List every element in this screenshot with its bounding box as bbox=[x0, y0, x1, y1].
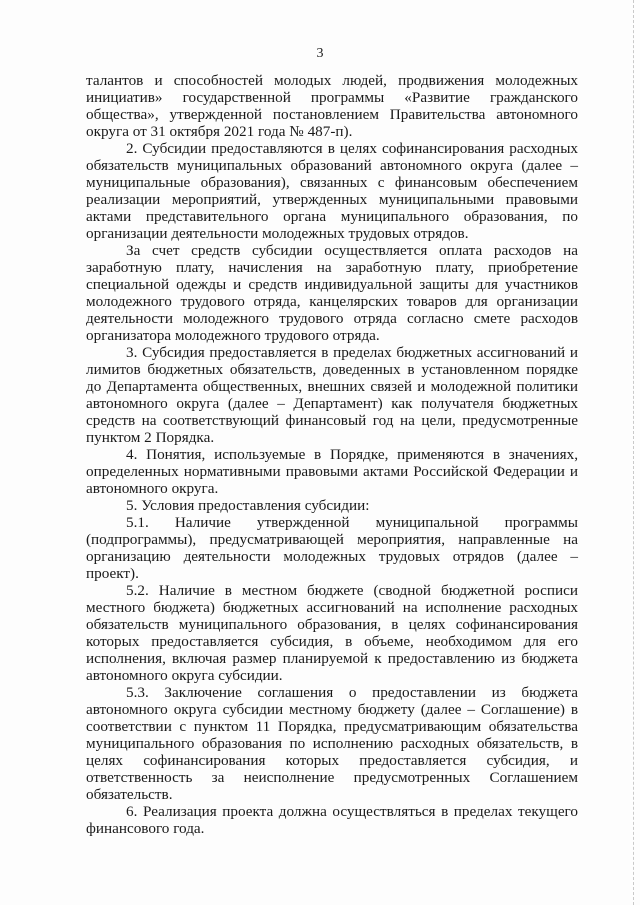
paragraph-3: 3. Субсидия предоставляется в пределах бюджетных ассигнований и лимитов бюджетных обязательств, доведенных в установленном порядке до Департамента общественных, внешних связей и молодежной политики автономного округа (далее – Департамент) как получателя бюджетных средств на соответствующий финансовый год на цели, предусмотренные пунктом 2 Порядка. bbox=[86, 344, 578, 446]
paragraph-4: 4. Понятия, используемые в Порядке, применяются в значениях, определенных нормативными правовыми актами Российской Федерации и автономного округа. bbox=[86, 446, 578, 497]
paragraph-6: 6. Реализация проекта должна осуществляться в пределах текущего финансового года. bbox=[86, 803, 578, 837]
document-body bbox=[86, 72, 578, 837]
paragraph-5-1: 5.1. Наличие утвержденной муниципальной программы (подпрограммы), предусматривающей мероприятия, направленные на организацию деятельности молодежных трудовых отрядов (далее – проект). bbox=[86, 514, 578, 582]
scan-edge-line bbox=[633, 0, 634, 905]
paragraph-2-expenses: За счет средств субсидии осуществляется оплата расходов на заработную плату, начисления на заработную плату, приобретение специальной одежды и средств индивидуальной защиты для участников молодежного трудового отряда, канцелярских товаров для организации деятельности молодежного трудового отряда согласно смете расходов организатора молодежного трудового отряда. bbox=[86, 242, 578, 344]
page-number: 3 bbox=[316, 46, 324, 61]
paragraph-2: 2. Субсидии предоставляются в целях софинансирования расходных обязательств муниципальных образований автономного округа (далее – муниципальные образования), связанных с финансовым обеспечением реализации мероприятий, утвержденных муниципальными правовыми актами представительного органа муниципального образования, по организации деятельности молодежных трудовых отрядов. bbox=[86, 140, 578, 242]
paragraph-1-continuation: талантов и способностей молодых людей, продвижения молодежных инициатив» государственной программы «Развитие гражданского общества», утвержденной постановлением Правительства автономного округа от 31 октября 2021 года № 487-п). bbox=[86, 72, 578, 140]
paragraph-5-3: 5.3. Заключение соглашения о предоставлении из бюджета автономного округа субсидии местному бюджету (далее – Соглашение) в соответствии с пунктом 11 Порядка, предусматривающим обязательства муниципального образования по исполнению расходных обязательств, в целях софинансирования которых предоставляется субсидия, и ответственность за неисполнение предусмотренных Соглашением обязательств. bbox=[86, 684, 578, 803]
paragraph-5: 5. Условия предоставления субсидии: bbox=[126, 497, 370, 514]
paragraph-5-2: 5.2. Наличие в местном бюджете (сводной бюджетной росписи местного бюджета) бюджетных ассигнований на исполнение расходных обязательств муниципального образования, в целях софинансирования которых предоставляется субсидия, в объеме, необходимом для его исполнения, включая размер планируемой к предоставлению из бюджета автономного округа субсидии. bbox=[86, 582, 578, 684]
